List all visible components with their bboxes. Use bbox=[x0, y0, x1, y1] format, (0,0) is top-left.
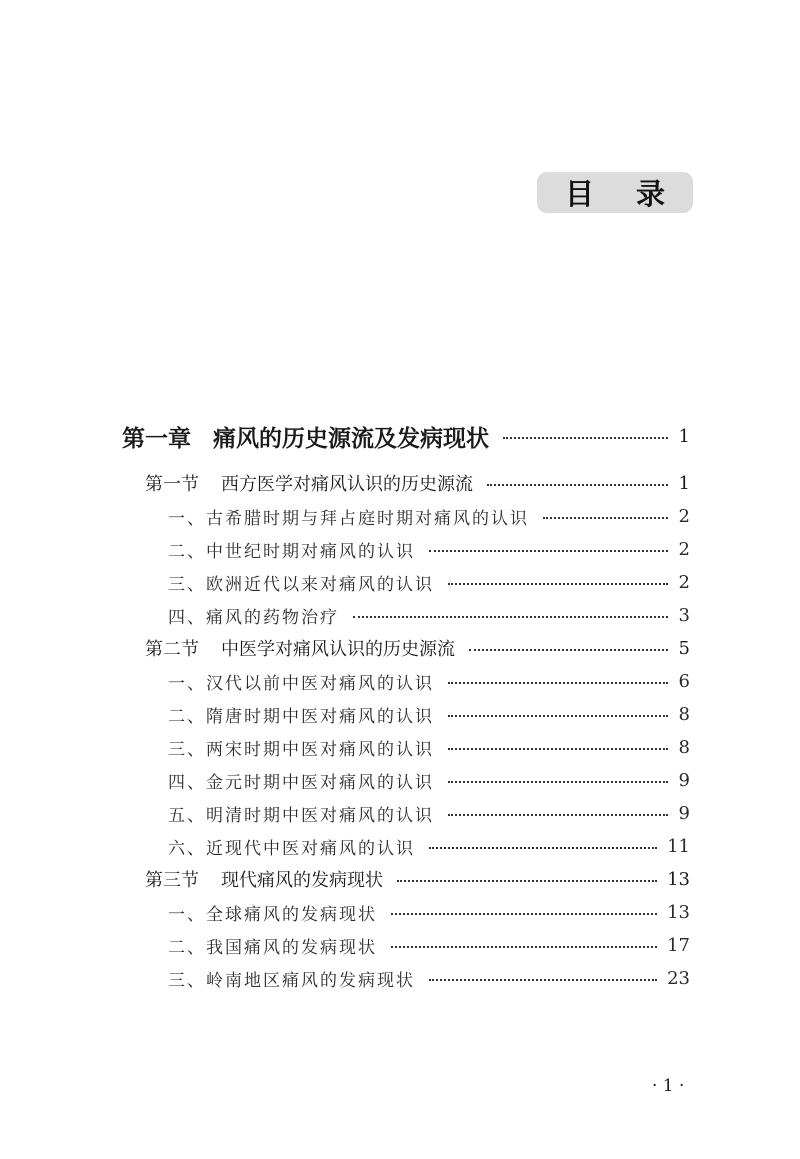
chapter-label: 痛风的历史源流及发病现状 bbox=[213, 424, 489, 452]
item-page: 9 bbox=[678, 769, 690, 791]
toc-item[interactable] bbox=[168, 535, 690, 563]
chapter-page: 1 bbox=[678, 425, 690, 447]
leader-dots bbox=[487, 484, 668, 486]
toc-item[interactable] bbox=[168, 964, 690, 992]
toc-section-3[interactable] bbox=[145, 865, 690, 893]
section-label: 现代痛风的发病现状 bbox=[221, 870, 383, 891]
toc-item[interactable] bbox=[168, 601, 690, 629]
section-number: 第二节 bbox=[145, 639, 199, 660]
toc-chapter-1[interactable] bbox=[122, 420, 690, 452]
toc-section-2[interactable] bbox=[145, 634, 690, 662]
item-page: 17 bbox=[667, 934, 690, 956]
leader-dots bbox=[429, 847, 657, 849]
section-page: 1 bbox=[678, 472, 690, 494]
section-number: 第三节 bbox=[145, 870, 199, 891]
item-label: 四、金元时期中医对痛风的认识 bbox=[168, 772, 434, 793]
toc-item[interactable] bbox=[168, 898, 690, 926]
toc-item[interactable] bbox=[168, 931, 690, 959]
item-page: 13 bbox=[667, 901, 690, 923]
leader-dots bbox=[448, 583, 668, 585]
leader-dots bbox=[429, 979, 657, 981]
item-label: 五、明清时期中医对痛风的认识 bbox=[168, 805, 434, 826]
item-page: 9 bbox=[678, 802, 690, 824]
section-page: 13 bbox=[667, 868, 690, 890]
item-label: 二、隋唐时期中医对痛风的认识 bbox=[168, 706, 434, 727]
leader-dots bbox=[391, 946, 657, 948]
toc-item[interactable] bbox=[168, 832, 690, 860]
leader-dots bbox=[448, 715, 668, 717]
section-label: 西方医学对痛风认识的历史源流 bbox=[221, 474, 473, 495]
leader-dots bbox=[448, 781, 668, 783]
leader-dots bbox=[429, 550, 668, 552]
toc-item[interactable] bbox=[168, 733, 690, 761]
toc-item[interactable] bbox=[168, 568, 690, 596]
toc-item[interactable] bbox=[168, 799, 690, 827]
item-label: 二、我国痛风的发病现状 bbox=[168, 937, 377, 958]
leader-dots bbox=[503, 437, 668, 439]
toc-item[interactable] bbox=[168, 502, 690, 530]
footer-page-number: · 1 · bbox=[652, 1076, 685, 1096]
leader-dots bbox=[543, 517, 668, 519]
leader-dots bbox=[397, 880, 657, 882]
toc-item[interactable] bbox=[168, 766, 690, 794]
item-page: 2 bbox=[678, 571, 690, 593]
item-page: 8 bbox=[678, 736, 690, 758]
item-label: 一、古希腊时期与拜占庭时期对痛风的认识 bbox=[168, 508, 529, 529]
item-label: 三、欧洲近代以来对痛风的认识 bbox=[168, 574, 434, 595]
leader-dots bbox=[353, 616, 668, 618]
leader-dots bbox=[469, 649, 668, 651]
toc-title: 目 录 bbox=[537, 172, 693, 213]
section-page: 5 bbox=[678, 637, 690, 659]
toc-section-1[interactable] bbox=[145, 469, 690, 497]
item-label: 一、汉代以前中医对痛风的认识 bbox=[168, 673, 434, 694]
item-page: 2 bbox=[678, 538, 690, 560]
chapter-number: 第一章 bbox=[122, 424, 191, 452]
item-label: 三、岭南地区痛风的发病现状 bbox=[168, 970, 415, 991]
item-label: 一、全球痛风的发病现状 bbox=[168, 904, 377, 925]
item-page: 8 bbox=[678, 703, 690, 725]
item-label: 三、两宋时期中医对痛风的认识 bbox=[168, 739, 434, 760]
item-page: 6 bbox=[678, 670, 690, 692]
leader-dots bbox=[391, 913, 657, 915]
section-number: 第一节 bbox=[145, 474, 199, 495]
item-label: 六、近现代中医对痛风的认识 bbox=[168, 838, 415, 859]
item-page: 3 bbox=[678, 604, 690, 626]
item-page: 11 bbox=[667, 835, 690, 857]
item-label: 二、中世纪时期对痛风的认识 bbox=[168, 541, 415, 562]
toc-item[interactable] bbox=[168, 667, 690, 695]
section-label: 中医学对痛风认识的历史源流 bbox=[221, 639, 455, 660]
leader-dots bbox=[448, 748, 668, 750]
item-page: 2 bbox=[678, 505, 690, 527]
toc-item[interactable] bbox=[168, 700, 690, 728]
item-label: 四、痛风的药物治疗 bbox=[168, 607, 339, 628]
item-page: 23 bbox=[667, 967, 690, 989]
leader-dots bbox=[448, 814, 668, 816]
leader-dots bbox=[448, 682, 668, 684]
